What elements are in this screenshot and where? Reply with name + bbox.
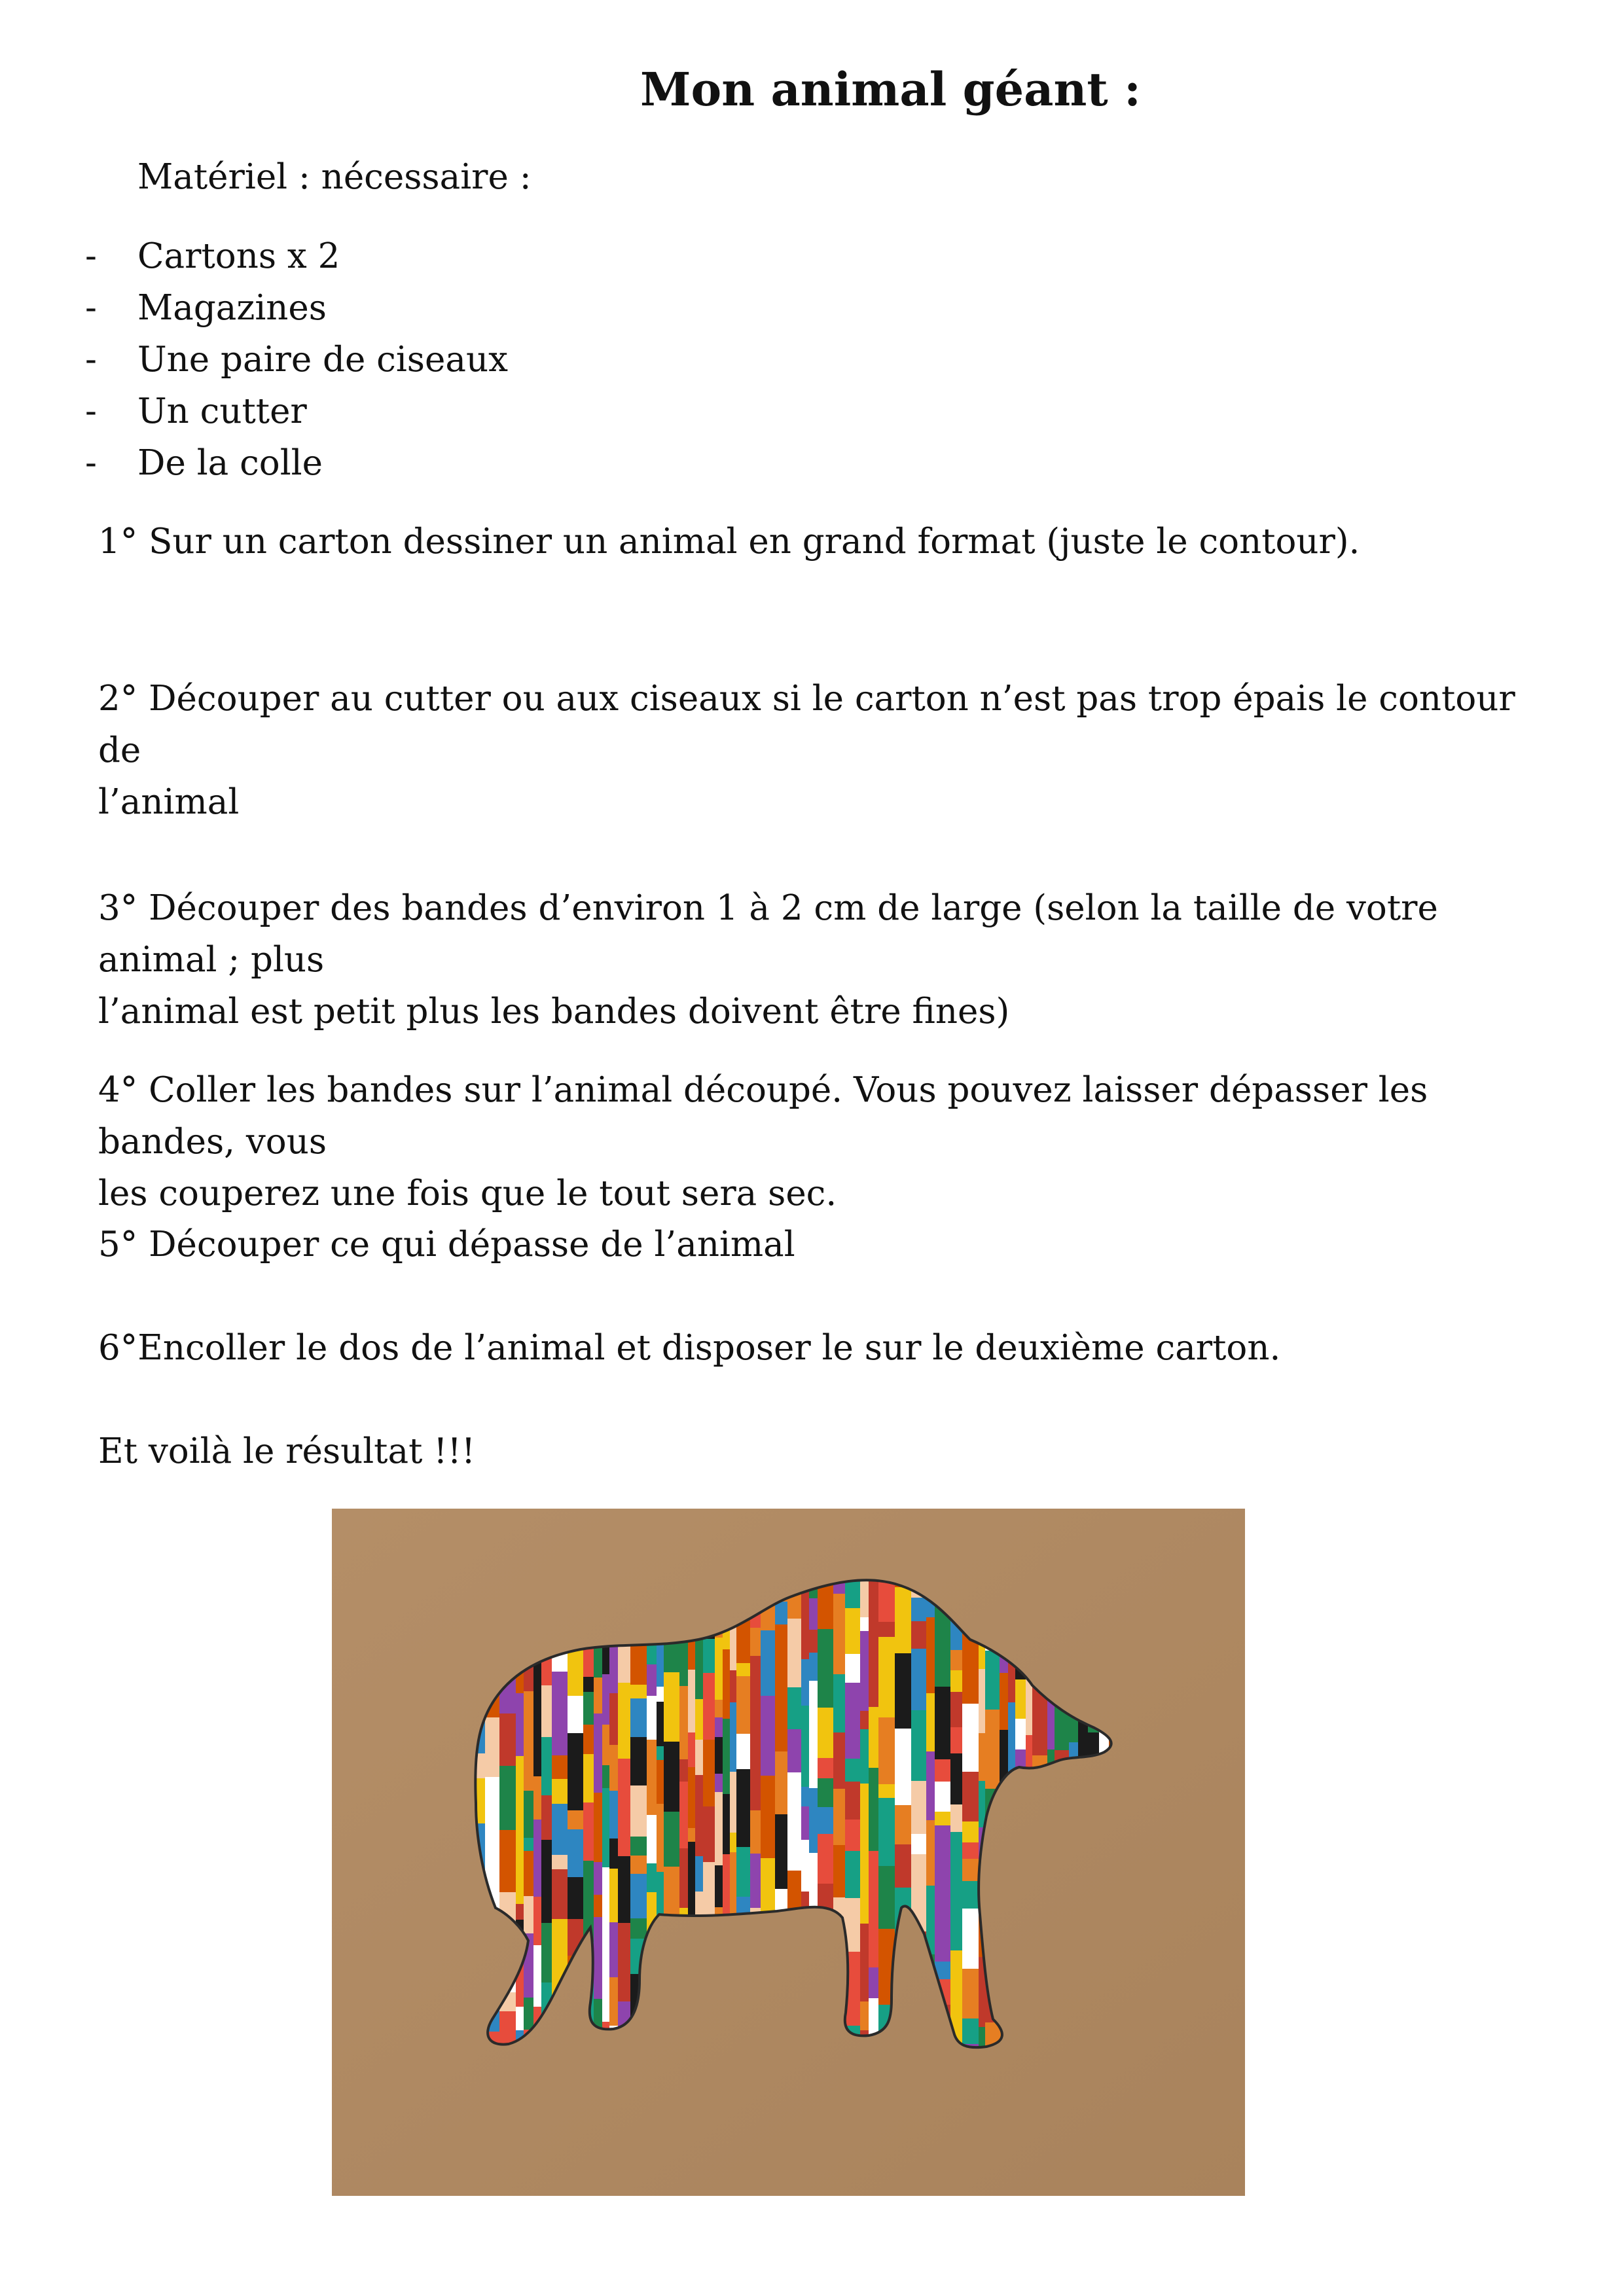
- magazine-strip: [730, 1702, 736, 1772]
- magazine-strip: [950, 1804, 962, 1832]
- magazine-strip: [647, 1740, 657, 1815]
- step-3-line-1: 3° Découper des bandes d’environ 1 à 2 cm de large (selon la taille de votre animal ; plus: [98, 888, 1438, 980]
- magazine-strip: [869, 1967, 878, 1998]
- magazine-strip: [552, 1672, 568, 1755]
- magazine-strip: [801, 1706, 809, 1787]
- magazine-strip: [962, 1969, 979, 2018]
- magazine-strip: [761, 1630, 775, 1696]
- magazine-strip: [1015, 1679, 1026, 1719]
- magazine-strip: [833, 1789, 845, 1845]
- magazine-strip: [809, 1763, 818, 1788]
- magazine-strip: [524, 1791, 533, 1838]
- magazine-strip: [630, 1698, 647, 1720]
- magazine-strip: [516, 1756, 524, 1831]
- magazine-strip: [609, 1839, 618, 1869]
- magazine-strip: [499, 1830, 516, 1892]
- magazine-strip: [878, 1717, 895, 1784]
- magazine-strip: [845, 1782, 860, 1820]
- list-item: [85, 334, 508, 386]
- magazine-strip: [833, 1845, 845, 1876]
- magazine-strip: [962, 1859, 979, 1881]
- magazine-strip: [845, 1820, 860, 1851]
- magazine-strip: [715, 1717, 723, 1737]
- magazine-strip: [594, 1713, 602, 1793]
- magazine-strip: [657, 1760, 664, 1804]
- step-4: [98, 1064, 1558, 1219]
- magazine-strip: [602, 1765, 609, 1788]
- magazine-strip: [787, 1619, 801, 1687]
- magazine-strip: [869, 1630, 878, 1707]
- magazine-strip: [809, 1681, 818, 1763]
- magazine-strip: [664, 1812, 679, 1867]
- magazine-strip: [679, 1782, 688, 1848]
- magazine-strip: [979, 1669, 985, 1733]
- magazine-strip: [736, 1676, 750, 1734]
- magazine-strip: [524, 1838, 533, 1851]
- magazine-strip: [630, 1897, 647, 1918]
- magazine-strip: [609, 1791, 618, 1839]
- magazine-strip: [618, 1856, 630, 1923]
- magazine-strip: [679, 1848, 688, 1908]
- magazine-strip: [911, 1834, 926, 1854]
- step-5: 5° Découper ce qui dépasse de l’animal: [98, 1225, 795, 1265]
- magazine-strip: [962, 1651, 979, 1704]
- magazine-strip: [583, 1725, 594, 1754]
- magazine-strip: [552, 1804, 568, 1855]
- magazine-strip: [935, 1687, 950, 1759]
- magazine-strip: [499, 1766, 516, 1802]
- magazine-strip: [533, 1820, 541, 1897]
- material-label: Un cutter: [137, 391, 307, 431]
- magazine-strip: [499, 1713, 516, 1766]
- magazine-strip: [715, 1737, 723, 1774]
- magazine-strip: [736, 1734, 750, 1769]
- magazine-strip: [630, 1874, 647, 1897]
- magazine-strip: [895, 1677, 911, 1729]
- magazine-strip: [787, 1687, 801, 1729]
- material-label: Une paire de ciseaux: [137, 340, 508, 380]
- magazine-strip: [911, 1781, 926, 1834]
- magazine-strip: [688, 1828, 695, 1842]
- magazine-strip: [818, 1758, 833, 1778]
- step-2: [98, 673, 1558, 828]
- magazine-strip: [568, 1733, 583, 1810]
- magazine-strip: [787, 1803, 801, 1828]
- magazine-strip: [688, 1767, 695, 1828]
- magazine-strip: [679, 1759, 688, 1782]
- magazine-strip: [688, 1842, 695, 1878]
- magazine-strip: [833, 1732, 845, 1789]
- magazine-strip: [715, 1700, 723, 1717]
- step-3: [98, 882, 1558, 1037]
- magazine-strip: [594, 1677, 602, 1713]
- bullet-dash: -: [85, 391, 97, 431]
- magazine-strip: [775, 1683, 787, 1751]
- magazine-strip: [860, 1729, 869, 1784]
- magazine-strip: [736, 1769, 750, 1847]
- magazine-strip: [618, 1923, 630, 2001]
- magazine-strip: [809, 1788, 818, 1853]
- magazine-strip: [895, 1587, 911, 1653]
- magazine-strip: [618, 1683, 630, 1759]
- magazine-strip: [750, 1656, 761, 1738]
- magazine-strip: [609, 1745, 618, 1791]
- magazine-strip: [524, 1851, 533, 1896]
- magazine-strip: [750, 1628, 761, 1656]
- list-item: [85, 230, 508, 282]
- magazine-strip: [750, 1810, 761, 1854]
- magazine-strip: [485, 1717, 499, 1777]
- magazine-strip: [979, 1781, 985, 1827]
- magazine-strip: [878, 1784, 895, 1798]
- magazine-strip: [568, 1877, 583, 1919]
- magazine-strip: [950, 1950, 962, 2033]
- magazine-strip: [911, 1649, 926, 1710]
- magazine-strip: [657, 1702, 664, 1746]
- magazine-strip: [962, 1772, 979, 1821]
- magazine-strip: [723, 1649, 730, 1719]
- magazine-strip: [860, 1711, 869, 1729]
- magazine-strip: [730, 1772, 736, 1833]
- magazine-strip: [647, 1696, 657, 1740]
- magazine-strip: [845, 1608, 860, 1654]
- magazine-strip: [703, 1639, 715, 1673]
- bullet-dash: -: [85, 340, 97, 380]
- magazine-strip: [926, 1820, 935, 1886]
- magazine-strip: [962, 1909, 979, 1969]
- step-3-line-2: l’animal est petit plus les bandes doivent être fines): [98, 992, 1010, 1031]
- magazine-strip: [809, 1630, 818, 1653]
- magazine-strip: [878, 1622, 895, 1637]
- list-item: [85, 386, 508, 437]
- bullet-dash: -: [85, 288, 97, 328]
- magazine-strip: [516, 1831, 524, 1904]
- magazine-strip: [730, 1852, 736, 1922]
- magazine-strip: [869, 1707, 878, 1768]
- magazine-strip: [787, 1772, 801, 1803]
- magazine-strip: [911, 1598, 926, 1621]
- magazine-strip: [809, 1653, 818, 1681]
- magazine-strip: [723, 1719, 730, 1794]
- magazine-strip: [594, 1895, 602, 1917]
- magazine-strip: [524, 1998, 533, 2030]
- magazine-strip: [541, 1795, 552, 1840]
- magazine-strip: [695, 1740, 703, 1775]
- magazine-strip: [695, 1856, 703, 1892]
- magazine-strip: [860, 1631, 869, 1711]
- magazine-strip: [602, 1674, 609, 1725]
- magazine-strip: [533, 1945, 541, 2007]
- magazine-strip: [962, 1821, 979, 1842]
- magazine-strip: [499, 1802, 516, 1830]
- magazine-strip: [630, 1685, 647, 1698]
- magazine-strip: [926, 1617, 935, 1693]
- magazine-strip: [911, 1710, 926, 1781]
- magazine-strip: [1015, 1719, 1026, 1749]
- magazine-strip: [775, 1814, 787, 1889]
- magazine-strip: [609, 1693, 618, 1745]
- magazine-strip: [775, 1602, 787, 1624]
- magazine-strip: [583, 1692, 594, 1725]
- magazine-strip: [516, 2007, 524, 2030]
- magazine-strip: [736, 1663, 750, 1676]
- magazine-strip: [845, 1683, 860, 1759]
- magazine-strip: [950, 1727, 962, 1753]
- magazine-strip: [552, 1755, 568, 1779]
- magazine-strip: [801, 1659, 809, 1706]
- magazine-strip: [979, 1733, 985, 1781]
- magazine-strip: [860, 2001, 869, 2030]
- magazine-strip: [869, 1851, 878, 1916]
- list-item: [85, 282, 508, 334]
- result-photo: [332, 1509, 1245, 2196]
- magazine-strip: [935, 1898, 950, 1962]
- magazine-strip: [524, 1896, 533, 1933]
- magazine-strip: [860, 1842, 869, 1924]
- magazine-strip: [552, 1855, 568, 1869]
- magazine-strip: [869, 1768, 878, 1851]
- step-4-line-2: les couperez une fois que le tout sera sec.: [98, 1174, 837, 1213]
- magazine-strip: [833, 1594, 845, 1674]
- step-2-line-2: l’animal: [98, 782, 240, 822]
- magazine-strip: [568, 1810, 583, 1829]
- magazine-strip: [730, 1833, 736, 1852]
- magazine-strip: [950, 1692, 962, 1727]
- magazine-strip: [602, 1725, 609, 1765]
- magazine-strip: [664, 1672, 679, 1742]
- magazine-strip: [818, 1708, 833, 1758]
- magazine-strip: [630, 1918, 647, 1939]
- magazine-strip: [845, 1851, 860, 1898]
- magazine-strip: [962, 1842, 979, 1859]
- step-1: 1° Sur un carton dessiner un animal en grand format (juste le contour).: [98, 522, 1360, 562]
- magazine-strip: [715, 1865, 723, 1907]
- bullet-dash: -: [85, 236, 97, 276]
- magazine-strip: [583, 1677, 594, 1692]
- materials-list: [85, 230, 508, 489]
- magazine-strip: [630, 1737, 647, 1785]
- magazine-strip: [594, 1917, 602, 1999]
- magazine-strip: [485, 1813, 499, 1861]
- magazine-strip: [845, 1654, 860, 1683]
- magazine-strip: [860, 1784, 869, 1842]
- magazine-strip: [657, 1804, 664, 1872]
- magazine-strip: [845, 1759, 860, 1782]
- magazine-strip: [723, 1854, 730, 1921]
- magazine-strip: [516, 1904, 524, 1920]
- collage-bear-image: [332, 1509, 1245, 2196]
- magazine-strip: [552, 1779, 568, 1804]
- magazine-strip: [703, 1740, 715, 1806]
- magazine-strip: [935, 1812, 950, 1825]
- magazine-strip: [950, 1832, 962, 1887]
- magazine-strip: [594, 1645, 602, 1677]
- magazine-strip: [895, 1805, 911, 1844]
- step-2-line-1: 2° Découper au cutter ou aux ciseaux si le carton n’est pas trop épais le contour de: [98, 679, 1515, 770]
- magazine-strip: [695, 1699, 703, 1740]
- materials-heading: Matériel : nécessaire :: [137, 157, 532, 197]
- magazine-strip: [950, 1670, 962, 1692]
- list-item: [85, 437, 508, 489]
- magazine-strip: [715, 1638, 723, 1700]
- magazine-strip: [761, 1696, 775, 1776]
- magazine-strip: [568, 1696, 583, 1733]
- magazine-strip: [541, 1840, 552, 1923]
- magazine-strip: [895, 1729, 911, 1805]
- magazine-strip: [869, 1916, 878, 1967]
- magazine-strip: [541, 1923, 552, 1982]
- magazine-strip: [926, 1693, 935, 1751]
- magazine-strip: [730, 1670, 736, 1702]
- magazine-strip: [647, 1664, 657, 1696]
- magazine-strip: [818, 1807, 833, 1834]
- magazine-strip: [703, 1673, 715, 1740]
- magazine-strip: [524, 1691, 533, 1749]
- magazine-strip: [911, 1621, 926, 1649]
- magazine-strip: [630, 1837, 647, 1856]
- magazine-strip: [801, 1787, 809, 1806]
- page-title: Mon animal géant :: [640, 62, 1141, 117]
- magazine-strip: [950, 1753, 962, 1804]
- magazine-strip: [962, 2018, 979, 2044]
- magazine-strip: [552, 1919, 568, 1960]
- material-label: Cartons x 2: [137, 236, 340, 276]
- bullet-dash: -: [85, 443, 97, 483]
- magazine-strip: [750, 1854, 761, 1908]
- magazine-strip: [818, 1778, 833, 1807]
- step-4-line-1: 4° Coller les bandes sur l’animal découpé. Vous pouvez laisser dépasser les bandes, vous: [98, 1070, 1428, 1162]
- magazine-strip: [775, 1751, 787, 1814]
- magazine-strip: [818, 1834, 833, 1884]
- magazine-strip: [533, 1776, 541, 1820]
- result-text: Et voilà le résultat !!!: [98, 1431, 476, 1471]
- magazine-strip: [516, 1693, 524, 1756]
- magazine-strip: [895, 1844, 911, 1888]
- magazine-strip: [602, 1867, 609, 1946]
- magazine-strip: [541, 1737, 552, 1795]
- material-label: Magazines: [137, 288, 327, 328]
- magazine-strip: [833, 1674, 845, 1732]
- magazine-strip: [602, 1788, 609, 1867]
- magazine-strip: [541, 1685, 552, 1737]
- material-label: De la colle: [137, 443, 323, 483]
- magazine-strip: [935, 1759, 950, 1782]
- magazine-strip: [860, 1617, 869, 1631]
- magazine-strip: [935, 1782, 950, 1812]
- magazine-strip: [935, 1635, 950, 1687]
- magazine-strip: [962, 1881, 979, 1909]
- magazine-strip: [950, 1650, 962, 1670]
- magazine-strip: [647, 1863, 657, 1892]
- magazine-strip: [809, 1598, 818, 1630]
- magazine-strip: [552, 1869, 568, 1919]
- magazine-strip: [679, 1686, 688, 1759]
- magazine-strip: [787, 1828, 801, 1871]
- magazine-strip: [630, 1720, 647, 1737]
- magazine-strip: [715, 1792, 723, 1865]
- magazine-strip: [609, 1869, 618, 1922]
- magazine-strip: [609, 1977, 618, 2026]
- magazine-strip: [926, 1751, 935, 1820]
- magazine-strip: [818, 1629, 833, 1708]
- magazine-strip: [715, 1774, 723, 1792]
- step-6: 6°Encoller le dos de l’animal et disposer le sur le deuxième carton.: [98, 1328, 1281, 1368]
- magazine-strip: [583, 1754, 594, 1803]
- magazine-strip: [664, 1742, 679, 1812]
- magazine-strip: [833, 1876, 845, 1897]
- magazine-strip: [950, 1887, 962, 1950]
- magazine-strip: [1078, 1721, 1088, 1759]
- magazine-strip: [1008, 1702, 1015, 1775]
- magazine-strip: [602, 1946, 609, 2022]
- magazine-strip: [962, 1704, 979, 1772]
- magazine-strip: [630, 1785, 647, 1837]
- magazine-strip: [801, 1806, 809, 1840]
- magazine-strip: [688, 1670, 695, 1732]
- magazine-strip: [750, 1738, 761, 1810]
- magazine-strip: [895, 1653, 911, 1677]
- magazine-strip: [878, 1866, 895, 1929]
- magazine-strip: [533, 1897, 541, 1945]
- magazine-strip: [583, 1803, 594, 1861]
- magazine-strip: [609, 1922, 618, 1977]
- magazine-strip: [801, 1589, 809, 1659]
- magazine-strip: [801, 1840, 809, 1892]
- magazine-strip: [761, 1776, 775, 1858]
- magazine-strip: [1000, 1673, 1008, 1730]
- magazine-strip: [568, 1829, 583, 1877]
- magazine-strip: [985, 1651, 1000, 1710]
- magazine-strip: [533, 1698, 541, 1776]
- magazine-strip: [618, 1772, 630, 1856]
- magazine-strip: [787, 1729, 801, 1772]
- magazine-strip: [485, 1777, 499, 1813]
- magazine-strip: [723, 1794, 730, 1854]
- magazine-strip: [594, 1793, 602, 1862]
- magazine-strip: [775, 1624, 787, 1683]
- magazine-strip: [878, 1798, 895, 1866]
- magazine-strip: [647, 1815, 657, 1863]
- magazine-strip: [935, 1825, 950, 1898]
- magazine-strip: [695, 1775, 703, 1856]
- magazine-strip: [618, 1759, 630, 1772]
- magazine-strip: [594, 1862, 602, 1895]
- magazine-strip: [657, 1687, 664, 1702]
- magazine-strip: [688, 1732, 695, 1767]
- magazine-strip: [860, 1924, 869, 2001]
- magazine-strip: [524, 1749, 533, 1791]
- magazine-strip: [657, 1746, 664, 1760]
- magazine-strip: [703, 1806, 715, 1862]
- magazine-strip: [878, 1637, 895, 1717]
- magazine-strip: [630, 1856, 647, 1874]
- magazine-strip: [736, 1847, 750, 1897]
- magazine-strip: [985, 1710, 1000, 1789]
